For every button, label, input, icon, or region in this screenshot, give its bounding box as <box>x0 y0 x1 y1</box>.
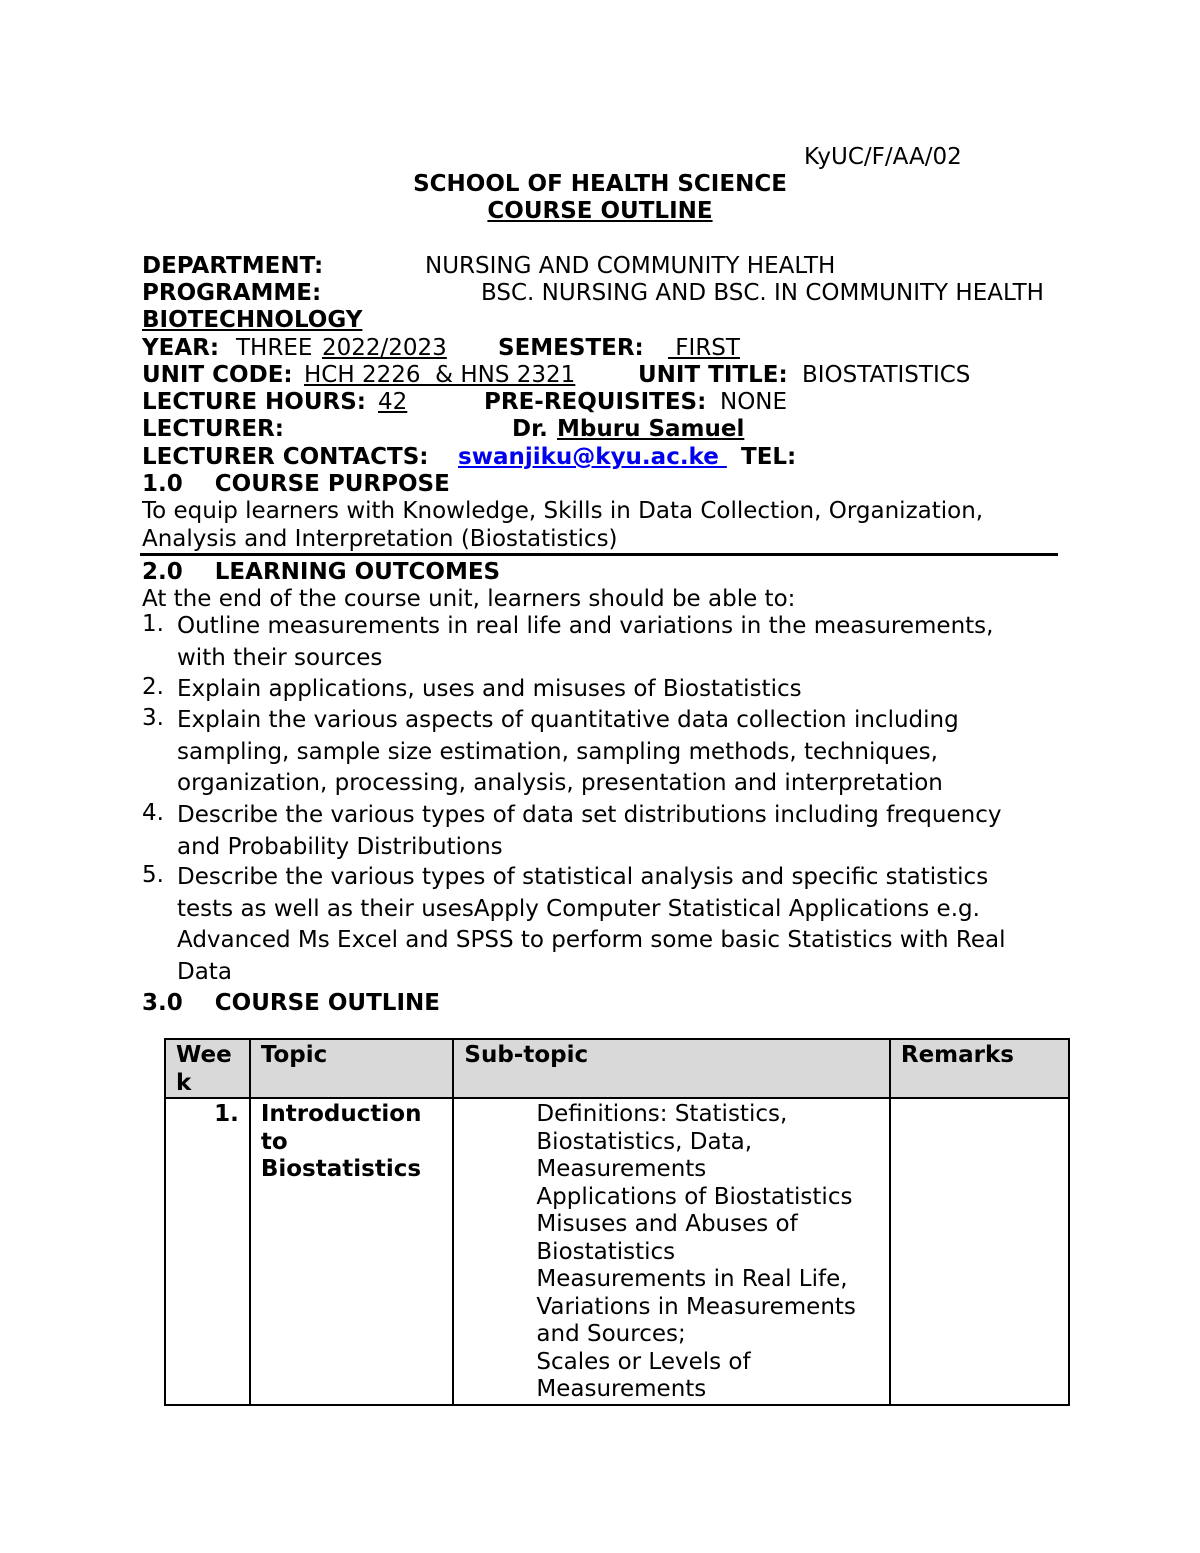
unit-code-value: HCH 2226 & HNS 2321 <box>304 362 576 388</box>
unit-title-label: UNIT TITLE: <box>638 362 788 388</box>
subtopic-item: Measurements in Real Life, Variations in Measurements and Sources; <box>536 1266 856 1347</box>
lecturer-title: Dr. <box>512 416 548 442</box>
unit-title-value: BIOSTATISTICS <box>802 362 971 388</box>
department-value: NURSING AND COMMUNITY HEALTH <box>425 253 836 279</box>
header-week: Wee k <box>165 1039 250 1098</box>
year-label: YEAR: <box>142 335 220 361</box>
subtopic-item: Misuses and Abuses of Biostatistics <box>536 1211 798 1265</box>
semester-value: FIRST <box>668 335 740 361</box>
outcome-text: Outline measurements in real life and variations in the measurements, with their sources <box>177 613 994 671</box>
section-divider <box>140 553 1058 556</box>
outcome-text: Describe the various types of statistical analysis and specific statistics tests as well as their usesApply Computer Statistical Applications e.g. Advanced Ms Excel and SPSS to perform some basic Statistics with Real Data <box>177 864 1006 985</box>
unit-code-label: UNIT CODE: <box>142 362 293 388</box>
lecturer-name: Mburu Samuel <box>557 416 745 442</box>
subtopic-item: Applications of Biostatistics <box>536 1183 853 1210</box>
header-remarks: Remarks <box>890 1039 1069 1098</box>
contacts-label: LECTURER CONTACTS: <box>142 444 429 470</box>
subtopic-cell <box>453 1098 889 1405</box>
prereq-label: PRE-REQUISITES: <box>484 389 707 415</box>
document-code: KyUC/F/AA/02 <box>804 144 962 170</box>
outcome-text: Describe the various types of data set distributions including frequency and Probability Distributions <box>177 802 1002 860</box>
lecturer-email-link[interactable]: swanjiku@kyu.ac.ke <box>458 444 727 470</box>
outcome-number: 4. <box>142 800 164 826</box>
programme-value: BSC. NURSING AND BSC. IN COMMUNITY HEALTH <box>481 280 1044 306</box>
subtopic-item: Scales or Levels of Measurements <box>536 1348 751 1402</box>
week-cell: 1. <box>165 1098 250 1405</box>
subtopic-item: Definitions: Statistics, Biostatistics, Data, Measurements <box>536 1101 788 1182</box>
course-outline-heading: 3.0 COURSE OUTLINE <box>142 990 440 1016</box>
document-title: COURSE OUTLINE <box>487 198 713 224</box>
course-purpose-line-2: Analysis and Interpretation (Biostatistics) <box>142 526 618 552</box>
outcome-number: 5. <box>142 862 164 888</box>
programme-extra: BIOTECHNOLOGY <box>142 307 363 333</box>
table-header-row <box>165 1039 1069 1098</box>
year-value: THREE <box>236 335 313 361</box>
semester-label: SEMESTER: <box>498 335 644 361</box>
outcome-number: 3. <box>142 705 164 731</box>
department-label: DEPARTMENT: <box>142 253 324 279</box>
year-period: 2022/2023 <box>322 335 447 361</box>
course-outline-table <box>164 1038 1070 1406</box>
remarks-cell <box>890 1098 1069 1405</box>
header-topic: Topic <box>250 1039 454 1098</box>
header-subtopic: Sub-topic <box>453 1039 889 1098</box>
lecturer-label: LECTURER: <box>142 416 284 442</box>
outcome-text: Explain applications, uses and misuses of Biostatistics <box>177 676 802 702</box>
learning-outcomes-heading: 2.0 LEARNING OUTCOMES <box>142 559 501 585</box>
table-row <box>165 1098 1069 1405</box>
outcome-text: Explain the various aspects of quantitative data collection including sampling, sample size estimation, sampling methods, techniques, organization, processing, analysis, presentation and interpretation <box>177 707 959 796</box>
outcome-number: 2. <box>142 674 164 700</box>
outcome-number: 1. <box>142 611 164 637</box>
programme-label: PROGRAMME: <box>142 280 322 306</box>
course-purpose-heading: 1.0 COURSE PURPOSE <box>142 471 450 497</box>
lecture-hours-label: LECTURE HOURS: <box>142 389 366 415</box>
tel-label: TEL: <box>741 444 797 470</box>
course-purpose-line-1: To equip learners with Knowledge, Skills in Data Collection, Organization, <box>142 498 984 524</box>
lecture-hours-value: 42 <box>378 389 408 415</box>
prereq-value: NONE <box>720 389 788 415</box>
learning-outcomes-intro: At the end of the course unit, learners should be able to: <box>142 586 796 612</box>
topic-cell: Introduction to Biostatistics <box>250 1098 454 1405</box>
school-name: SCHOOL OF HEALTH SCIENCE <box>413 171 787 197</box>
